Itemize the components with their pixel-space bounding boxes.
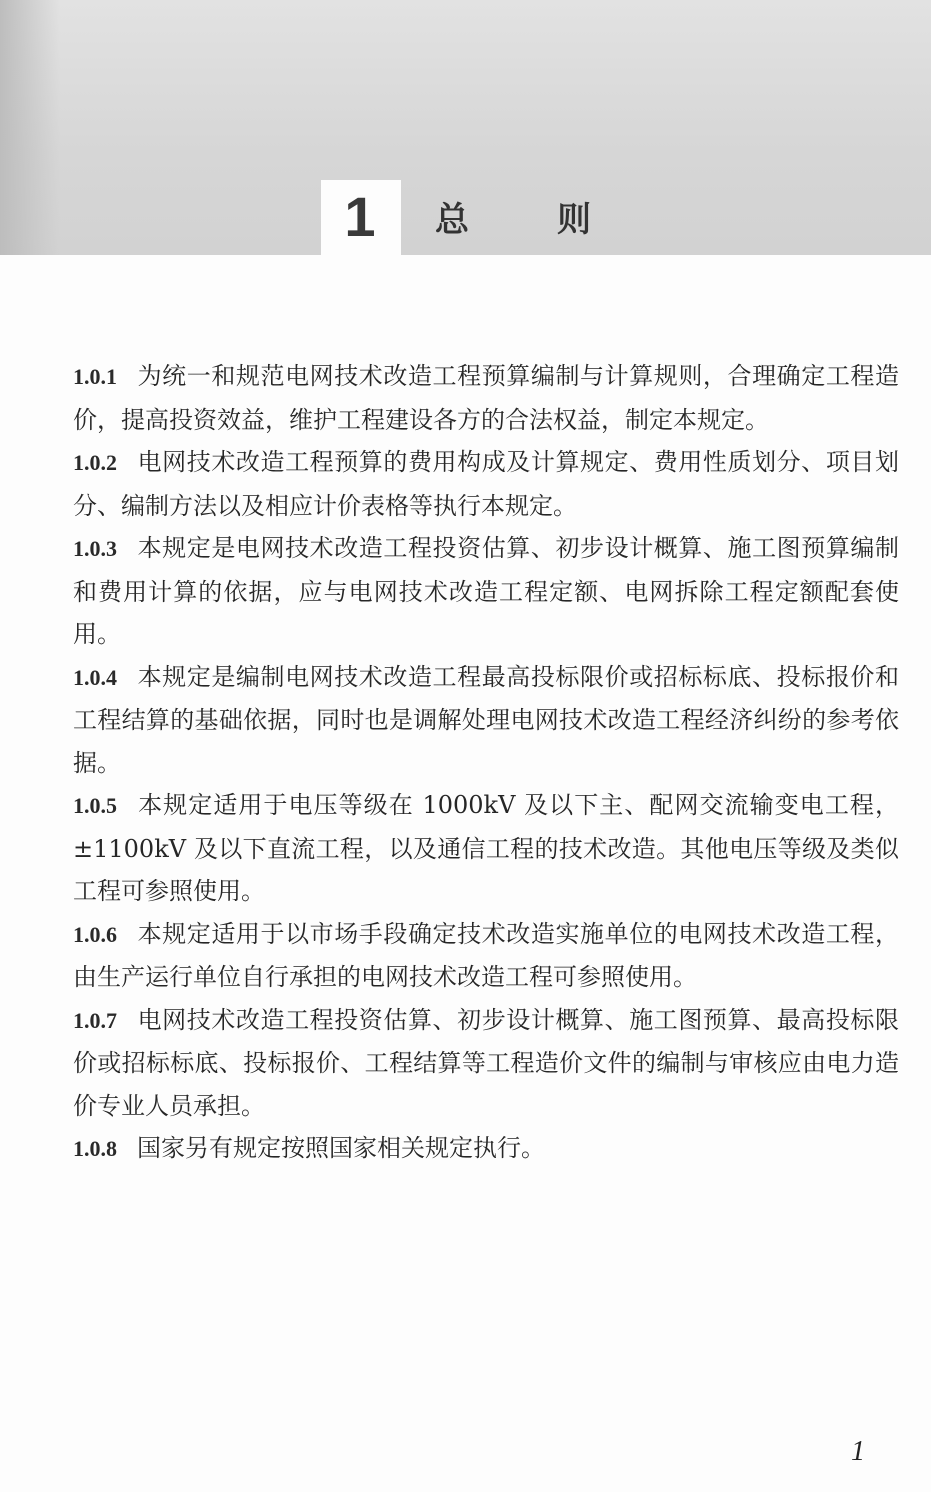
clause-number: 1.0.5 [73, 793, 117, 818]
clause-number: 1.0.2 [73, 450, 117, 475]
clause-1-0-3 [73, 527, 899, 656]
clause-1-0-7 [73, 999, 899, 1128]
clause-list [73, 355, 899, 1171]
clause-text: 为统一和规范电网技术改造工程预算编制与计算规则，合理确定工程造价，提高投资效益，维护工程建设各方的合法权益，制定本规定。 [73, 362, 899, 434]
clause-text: 本规定适用于电压等级在 1000kV 及以下主、配网交流输变电工程，±1100kV 及以下直流工程，以及通信工程的技术改造。其他电压等级及类似工程可参照使用。 [73, 791, 899, 905]
clause-1-0-1 [73, 355, 899, 441]
clause-text: 本规定适用于以市场手段确定技术改造实施单位的电网技术改造工程，由生产运行单位自行承担的电网技术改造工程可参照使用。 [73, 919, 899, 991]
clause-text: 本规定是电网技术改造工程投资估算、初步设计概算、施工图预算编制和费用计算的依据，应与电网技术改造工程定额、电网拆除工程定额配套使用。 [73, 534, 899, 648]
clause-number: 1.0.4 [73, 664, 117, 690]
clause-1-0-5 [73, 784, 899, 913]
clause-1-0-8 [73, 1127, 899, 1171]
clause-number: 1.0.6 [73, 921, 117, 947]
clause-1-0-4 [73, 656, 899, 785]
clause-number: 1.0.7 [73, 1007, 117, 1033]
clause-text: 电网技术改造工程预算的费用构成及计算规定、费用性质划分、项目划分、编制方法以及相应计价表格等执行本规定。 [73, 448, 899, 520]
clause-text: 本规定是编制电网技术改造工程最高投标限价或招标标底、投标报价和工程结算的基础依据，同时也是调解处理电网技术改造工程经济纠纷的参考依据。 [73, 662, 899, 777]
clause-number: 1.0.1 [73, 364, 117, 389]
clause-1-0-6 [73, 913, 899, 999]
chapter-title: 总则 [435, 200, 679, 240]
clause-1-0-2 [73, 441, 899, 527]
clause-text: 国家另有规定按照国家相关规定执行。 [137, 1134, 545, 1162]
chapter-number: 1 [344, 185, 376, 248]
page-number: 1 [851, 1436, 865, 1467]
clause-number: 1.0.8 [73, 1136, 117, 1161]
clause-text: 电网技术改造工程投资估算、初步设计概算、施工图预算、最高投标限价或招标标底、投标报价、工程结算等工程造价文件的编制与审核应由电力造价专业人员承担。 [73, 1005, 899, 1120]
clause-number: 1.0.3 [73, 536, 117, 561]
